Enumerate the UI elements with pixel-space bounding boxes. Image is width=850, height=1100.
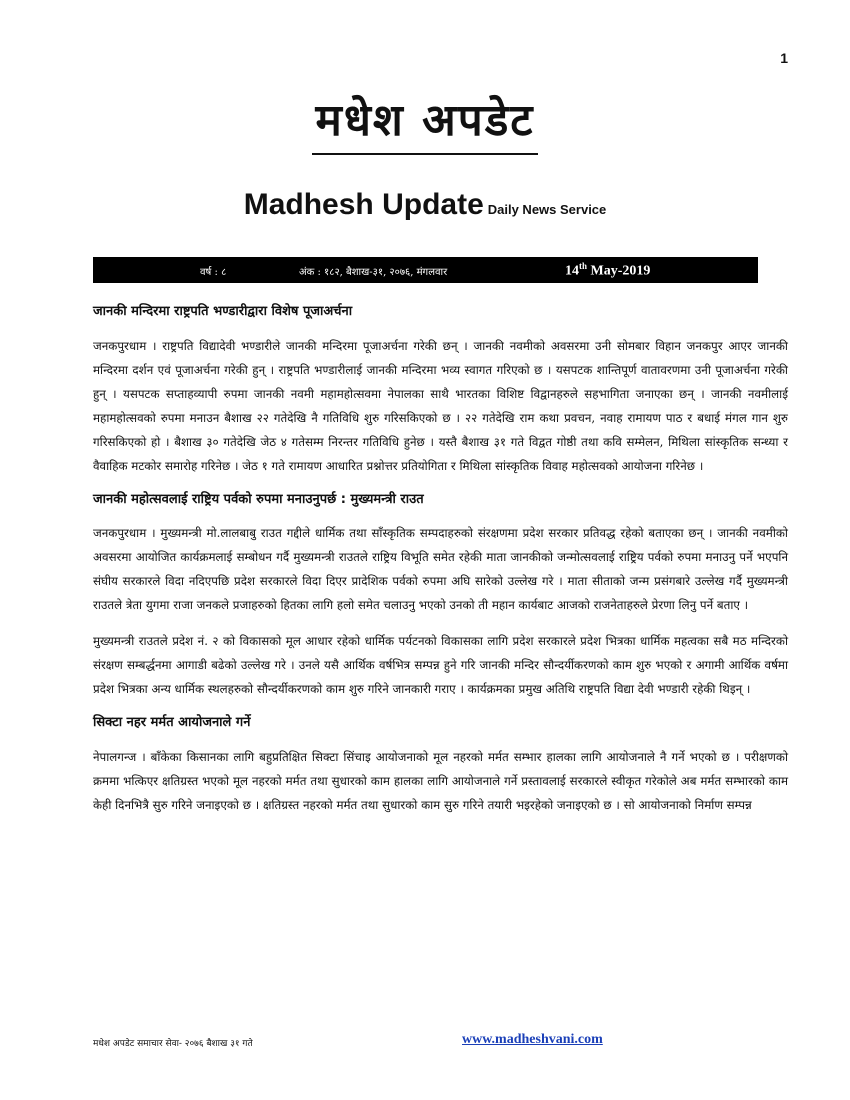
date-suffix: th (579, 261, 588, 271)
masthead-subtitle (0, 188, 850, 222)
issue-date (565, 261, 650, 280)
date-rest: May-2019 (587, 263, 651, 279)
masthead-title-nepali: मधेश अपडेट (312, 96, 539, 155)
article-headline: जानकी मन्दिरमा राष्ट्रपति भण्डारीद्वारा विशेष पूजाअर्चना (93, 304, 353, 319)
article-content (93, 302, 788, 829)
dateline-bar (93, 257, 758, 283)
article-headline: सिक्टा नहर मर्मत आयोजनाले गर्ने (93, 715, 251, 730)
article-paragraph: जनकपुरधाम । राष्ट्रपति विद्यादेवी भण्डारीले जानकी मन्दिरमा पूजाअर्चना गरेकी छन् । जानकी नवमीको अवसरमा उनी सोमबार विहान जनकपुर आएर जानकी मन्दिरमा दर्शन एवं पूजाअर्चना गरेकी हुन् । राष्ट्रपति भण्डारीलाई जानकी मन्दिरमा भव्य स्वागत गरिएको छ । यसपटक शान्तिपूर्ण वातावरणमा उनी पूजाअर्चना गरेकी हुन् । यसपटक सप्ताहव्यापी रुपमा जानकी नवमी महामहोत्सवमा नेपालका साथै भारतका विशिष्ट विद्वानहरुले सहभागिता जनाएका छन् । जानकी नवमीलाई महामहोत्सवको रुपमा मनाउन बैशाख २२ गतेदेखि नै गतिविधि शुरु गरिसकिएको छ । २२ गतेदेखि राम कथा प्रवचन, नवाह रामायण पाठ र बधाई मंगल गान शुरु गरिसकिएको हो । बैशाख ३० गतेदेखि जेठ ४ गतेसम्म निरन्तर गतिविधि हुनेछ । यस्तै बैशाख ३१ गते विद्वत गोष्ठी तथा कवि सम्मेलन, मिथिला सांस्कृतिक सन्ध्या र वैवाहिक मटकोर समारोह गरिनेछ । जेठ १ गते रामायण आधारित प्रश्नोत्तर प्रतियोगिता र मिथिला सांस्कृतिक विवाह महोत्सवको आयोजना गरिनेछ । (93, 338, 788, 473)
article-paragraph: जनकपुरधाम । मुख्यमन्त्री मो.लालबाबु राउत गद्दीले धार्मिक तथा साँस्कृतिक सम्पदाहरुको संरक्षणमा प्रदेश सरकार प्रतिवद्ध रहेको बताएका छन् । जानकी नवमीको अवसरमा आयोजित कार्यक्रमलाई सम्बोधन गर्दै मुख्यमन्त्री राउतले राष्ट्रिय विभूति समेत रहेकी माता जानकीको जन्मोत्सवलाई राष्ट्रिय पर्वको रुपमा मनाउनु पर्ने भएपनि संघीय सरकारले विदा नदिएपछि प्रदेश सरकारले विदा दिएर प्रादेशिक पर्वको रुपमा अघि सारेको उल्लेख गरे । माता सीताको जन्म प्रसंगबारे उल्लेख गर्दै मुख्यमन्त्री राउतले त्रेता युगमा राजा जनकले प्रजाहरुको हितका लागि हलो समेत चलाउनु भएको उनको ती महान कार्यबाट आजको राजनेताहरुले प्रेरणा लिनु पर्ने बताए । (93, 526, 788, 612)
masthead-title-english: Madhesh Update (243, 188, 484, 221)
website-link[interactable]: www.madheshvani.com (462, 1032, 603, 1047)
masthead-tagline: Daily News Service (487, 202, 607, 217)
article-headline: जानकी महोत्सवलाई राष्ट्रिय पर्वको रुपमा मनाउनुपर्छ : मुख्यमन्त्री राउत (93, 491, 424, 507)
masthead-title (0, 96, 850, 155)
page-number: 1 (780, 50, 788, 66)
footer-publication-info: मधेश अपडेट समाचार सेवा- २०७६ बैशाख ३१ गते (93, 1039, 253, 1049)
article-paragraph: नेपालगन्ज । बाँकेका किसानका लागि बहुप्रतिक्षित सिक्टा सिंचाइ आयोजनाको मूल नहरको मर्मत सम्भार हालका लागि आयोजनाले नै गर्ने भएको छ । परीक्षणको क्रममा भत्किएर क्षतिग्रस्त भएको मूल नहरको मर्मत तथा सुधारको काम हालका लागि आयोजनाले गर्ने प्रस्तावलाई सरकारले स्वीकृत गरेकोले अब मर्मत सम्भारको काम केही दिनभित्रै सुरु गरिने जनाइएको छ । क्षतिग्रस्त नहरको मर्मत तथा सुधारको काम सुरु गरिने तयारी भइरहेको जनाइएको छ । सो आयोजनाको निर्माण सम्पन्न (93, 749, 788, 812)
date-day: 14 (565, 263, 579, 279)
volume-number: वर्ष : ८ (200, 267, 227, 278)
article-paragraph: मुख्यमन्त्री राउतले प्रदेश नं. २ को विकासको मूल आधार रहेको धार्मिक पर्यटनको विकासका लागि प्रदेश सरकारले प्रदेश भित्रका धार्मिक महत्वका सबै मठ मन्दिरको संरक्षण सम्बर्द्धनमा आगाडी बढेको उल्लेख गरे । उनले यसै आर्थिक वर्षभित्र सम्पन्न हुने गरि जानकी मन्दिर सौन्दर्यीकरणको काम शुरु भएको र अगामी आर्थिक वर्षमा प्रदेश भित्रका अन्य धार्मिक स्थलहरुको सौन्दर्यीकरणको काम शुरु गरिने जानकारी गराए । कार्यक्रमका प्रमुख अतिथि राष्ट्रपति विद्या देवी भण्डारी रहेकी थिइन् । (93, 634, 788, 696)
issue-info: अंक : १८२, बैशाख-३१, २०७६, मंगलवार (299, 267, 448, 278)
